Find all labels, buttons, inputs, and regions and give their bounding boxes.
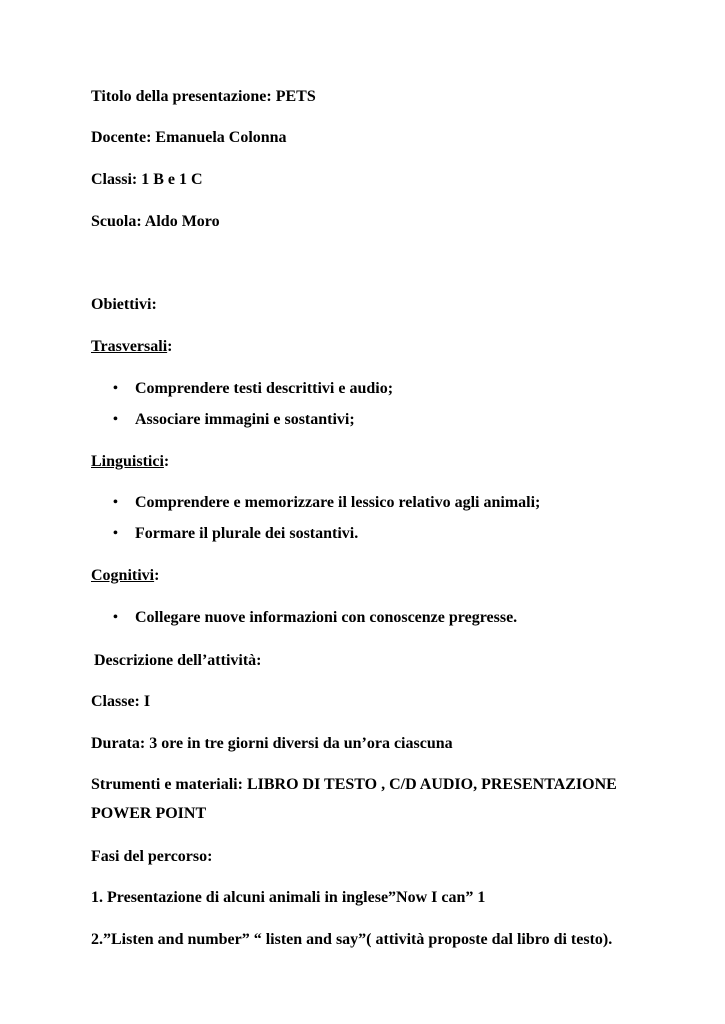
presentation-title: Titolo della presentazione: PETS: [91, 88, 316, 105]
transversal-colon: :: [167, 338, 173, 355]
cognitive-heading: [91, 566, 159, 586]
school-line: Scuola: Aldo Moro: [91, 213, 220, 230]
phase-2: 2.”Listen and number” “ listen and say”( attività proposte dal libro di testo).: [91, 931, 613, 948]
cognitive-item: Collegare nuove informazioni con conoscenze pregresse.: [135, 609, 518, 626]
linguistic-label: Linguistici: [91, 453, 164, 470]
bullet-icon: •: [113, 381, 118, 396]
bullet-icon: •: [113, 412, 118, 427]
transversal-item: Comprendere testi descrittivi e audio;: [135, 380, 394, 397]
phase-1: 1. Presentazione di alcuni animali in inglese”Now I can” 1: [91, 889, 486, 906]
linguistic-item: Formare il plurale dei sostantivi.: [135, 525, 359, 542]
transversal-label: Trasversali: [91, 338, 168, 355]
class-line: Classe: I: [91, 693, 151, 710]
phases-heading: Fasi del percorso:: [91, 848, 213, 865]
teacher-line: Docente: Emanuela Colonna: [91, 129, 287, 146]
duration-line: Durata: 3 ore in tre giorni diversi da un’ora ciascuna: [91, 735, 453, 752]
bullet-icon: •: [113, 610, 118, 625]
activity-description-heading: Descrizione dell’attività:: [94, 652, 262, 669]
transversal-heading: [91, 337, 172, 357]
bullet-icon: •: [113, 526, 118, 541]
materials-line-continued: POWER POINT: [91, 805, 207, 822]
bullet-icon: •: [113, 495, 118, 510]
linguistic-colon: :: [163, 453, 170, 470]
cognitive-label: Cognitivi: [91, 567, 155, 584]
linguistic-heading: [91, 452, 169, 472]
transversal-item: Associare immagini e sostantivi;: [135, 411, 355, 428]
cognitive-colon: :: [154, 567, 160, 584]
linguistic-item: Comprendere e memorizzare il lessico relativo agli animali;: [135, 494, 541, 511]
materials-line: Strumenti e materiali: LIBRO DI TESTO , C/D AUDIO, PRESENTAZIONE: [91, 776, 617, 793]
classes-line: Classi: 1 B e 1 C: [91, 171, 203, 188]
objectives-heading: Obiettivi:: [91, 296, 157, 313]
